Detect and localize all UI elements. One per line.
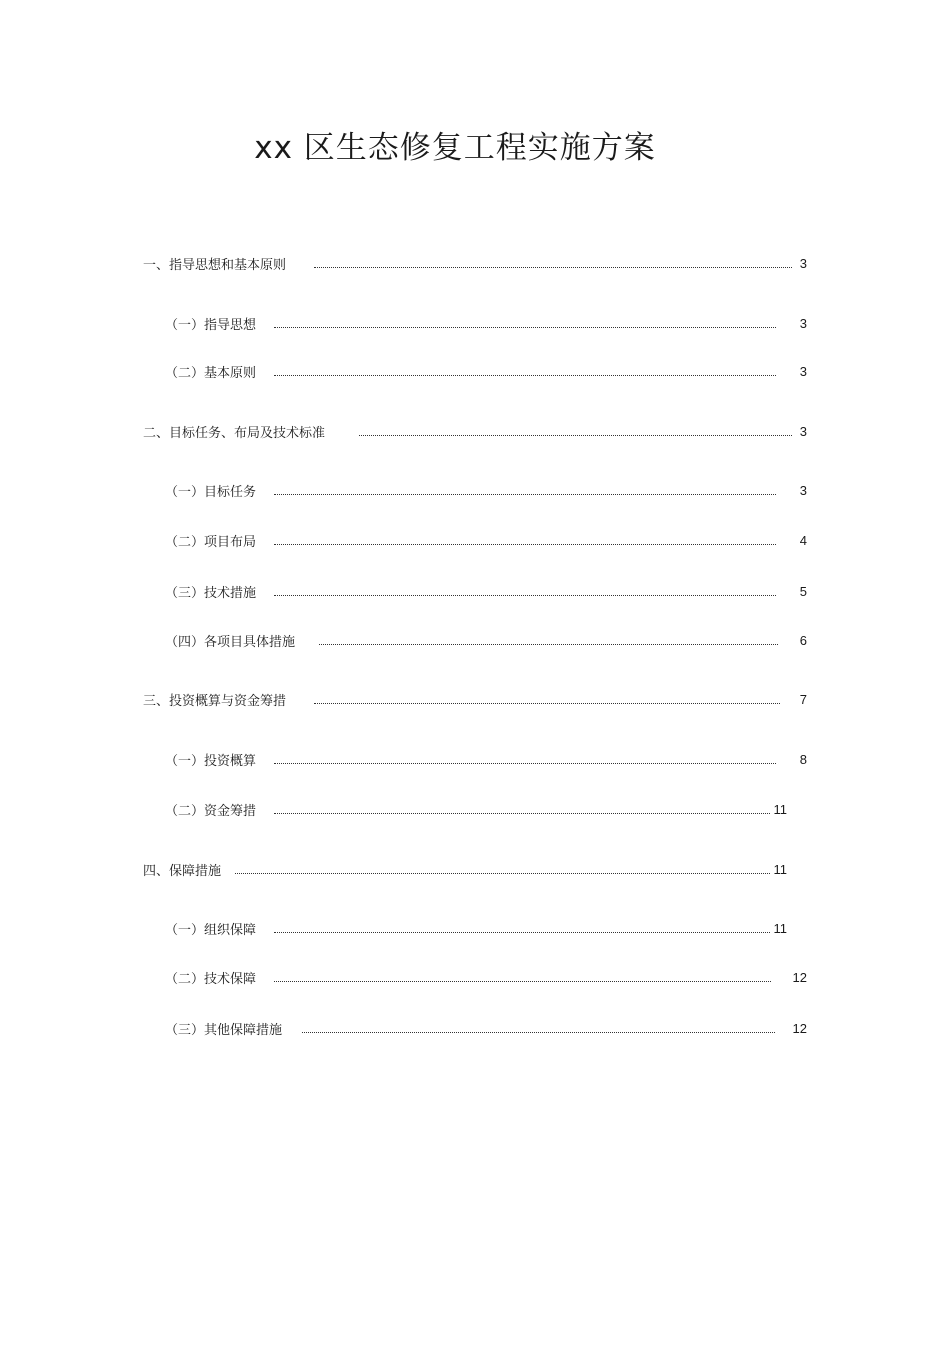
toc-entry-page: 3 xyxy=(799,255,807,271)
toc-leader-dots xyxy=(274,980,771,982)
toc-entry-label: 三、投资概算与资金筹措 xyxy=(143,693,287,709)
toc-leader-dots xyxy=(274,374,776,376)
toc-entry-3-1[interactable] xyxy=(165,749,807,769)
toc-entry-page: 7 xyxy=(799,691,807,707)
toc-entry-label: （四）各项目具体措施 xyxy=(165,634,296,650)
toc-entry-label: （二）项目布局 xyxy=(165,534,257,550)
toc-leader-dots xyxy=(274,326,776,328)
toc-leader-dots xyxy=(314,702,780,704)
toc-leader-dots xyxy=(274,493,776,495)
toc-entry-label: 二、目标任务、布局及技术标准 xyxy=(143,425,326,441)
toc-entry-page: 6 xyxy=(799,632,807,648)
toc-entry-4-2[interactable] xyxy=(165,967,807,987)
toc-leader-dots xyxy=(274,762,776,764)
toc-entry-section-4[interactable] xyxy=(143,859,787,879)
toc-entry-page: 11 xyxy=(773,920,787,936)
toc-entry-page: 12 xyxy=(792,969,807,985)
toc-entry-2-4[interactable] xyxy=(165,630,807,650)
toc-entry-section-3[interactable] xyxy=(143,689,807,709)
toc-leader-dots xyxy=(314,266,792,268)
toc-entry-2-3[interactable] xyxy=(165,581,807,601)
toc-entry-2-1[interactable] xyxy=(165,480,807,500)
toc-entry-1-1[interactable] xyxy=(165,313,807,333)
toc-entry-page: 12 xyxy=(792,1020,807,1036)
document-title: xx 区生态修复工程实施方案 xyxy=(254,130,656,166)
toc-entry-label: （二）技术保障 xyxy=(165,971,257,987)
toc-entry-2-2[interactable] xyxy=(165,530,807,550)
toc-entry-label: 四、保障措施 xyxy=(143,863,222,879)
toc-entry-label: （二）基本原则 xyxy=(165,365,257,381)
toc-entry-label: 一、指导思想和基本原则 xyxy=(143,257,287,273)
toc-entry-label: （一）目标任务 xyxy=(165,484,257,500)
toc-entry-label: （一）组织保障 xyxy=(165,922,257,938)
toc-entry-section-2[interactable] xyxy=(143,421,807,441)
toc-entry-page: 3 xyxy=(799,363,807,379)
toc-entry-page: 5 xyxy=(799,583,807,599)
toc-entry-page: 8 xyxy=(799,751,807,767)
toc-leader-dots xyxy=(302,1031,775,1033)
toc-entry-1-2[interactable] xyxy=(165,361,807,381)
toc-entry-4-3[interactable] xyxy=(165,1018,807,1038)
toc-leader-dots xyxy=(274,812,769,814)
toc-entry-3-2[interactable] xyxy=(165,799,787,819)
toc-leader-dots xyxy=(274,931,769,933)
toc-leader-dots xyxy=(235,872,769,874)
toc-leader-dots xyxy=(274,543,776,545)
toc-leader-dots xyxy=(359,434,792,436)
toc-entry-label: （三）技术措施 xyxy=(165,585,257,601)
toc-leader-dots xyxy=(319,643,778,645)
toc-entry-page: 4 xyxy=(799,532,807,548)
toc-entry-label: （二）资金筹措 xyxy=(165,803,257,819)
toc-entry-4-1[interactable] xyxy=(165,918,787,938)
toc-entry-page: 11 xyxy=(773,801,787,817)
toc-leader-dots xyxy=(274,594,776,596)
toc-entry-page: 3 xyxy=(799,315,807,331)
toc-entry-label: （三）其他保障措施 xyxy=(165,1022,283,1038)
toc-entry-page: 3 xyxy=(799,423,807,439)
toc-entry-label: （一）投资概算 xyxy=(165,753,257,769)
toc-entry-page: 11 xyxy=(773,861,787,877)
toc-entry-section-1[interactable] xyxy=(143,253,807,273)
toc-entry-page: 3 xyxy=(799,482,807,498)
toc-entry-label: （一）指导思想 xyxy=(165,317,257,333)
